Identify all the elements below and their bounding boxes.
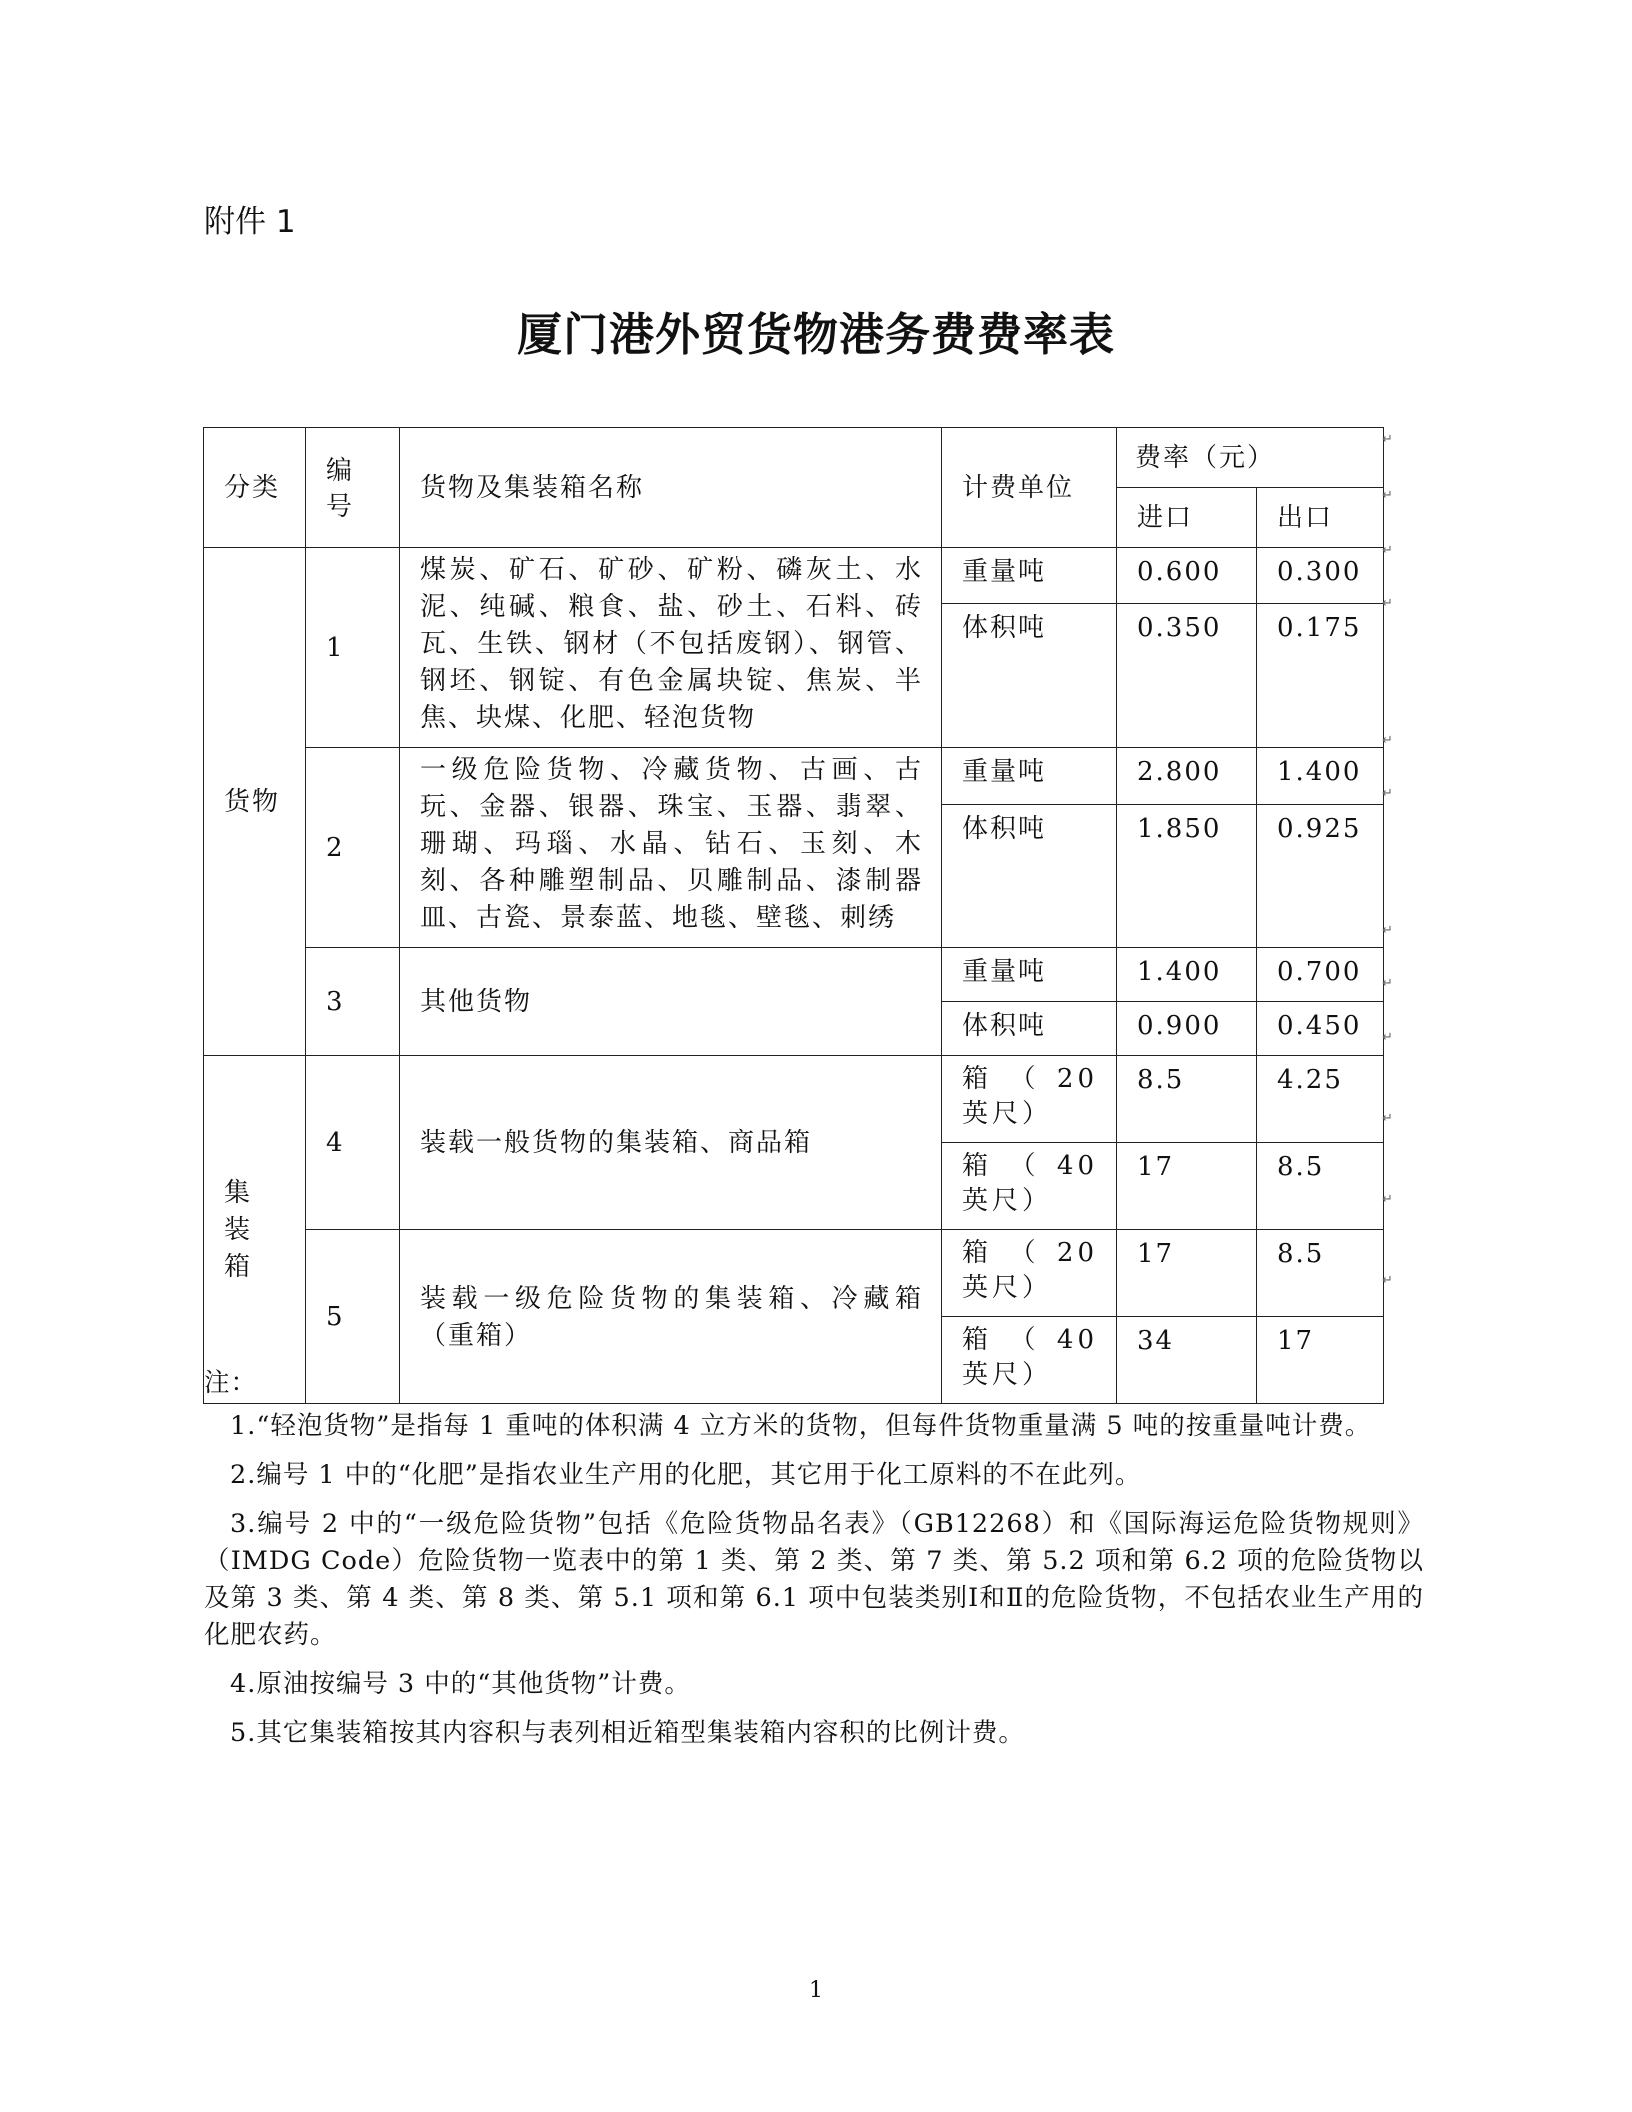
export-rate: 0.300 [1257, 548, 1384, 604]
note-item: 3.编号 2 中的“一级危险货物”包括《危险货物品名表》（GB12268）和《国际海运危险货物规则》（IMDG Code）危险货物一览表中的第 1 类、第 2 类、第 7 类、第 5.2 项和第 6.2 项的危险货物以及第 3 类、第 4 类、第 8 类、第 5.1 项和第 6.1 项中包装类别Ⅰ和Ⅱ的危险货物，不包括农业生产用的化肥农药。 [204, 1509, 1424, 1650]
paragraph-mark: ↵ [1382, 1192, 1393, 1207]
billing-unit: 体积吨 [942, 804, 1117, 947]
import-rate: 17 [1117, 1230, 1257, 1317]
export-rate: 8.5 [1257, 1230, 1384, 1317]
header-rate: 费率（元） [1117, 428, 1384, 488]
import-rate: 17 [1117, 1143, 1257, 1230]
billing-unit: 箱（20 英尺） [942, 1056, 1117, 1143]
note-item: 1.“轻泡货物”是指每 1 重吨的体积满 4 立方米的货物，但每件货物重量满 5 吨的按重量吨计费。 [230, 1411, 1372, 1441]
paragraph-mark: ↵ [1382, 733, 1393, 748]
billing-unit: 体积吨 [942, 1002, 1117, 1056]
category-cargo: 货物 [204, 548, 306, 1056]
header-category: 分类 [204, 428, 306, 548]
header-name: 货物及集装箱名称 [400, 428, 942, 548]
row-number: 3 [306, 948, 400, 1056]
paragraph-mark: ↵ [1382, 488, 1393, 503]
table-row [204, 1056, 1384, 1143]
note-item: 2.编号 1 中的“化肥”是指农业生产用的化肥，其它用于化工原料的不在此列。 [230, 1460, 1142, 1490]
paragraph-mark: ↵ [1382, 596, 1393, 611]
export-rate: 0.450 [1257, 1002, 1384, 1056]
cargo-name: 煤炭、矿石、矿砂、矿粉、磷灰土、水泥、纯碱、粮食、盐、砂土、石料、砖瓦、生铁、钢材（不包括废钢）、钢管、钢坯、钢锭、有色金属块锭、焦炭、半焦、块煤、化肥、轻泡货物 [400, 548, 942, 748]
import-rate: 1.400 [1117, 948, 1257, 1002]
header-export: 出口 [1257, 488, 1384, 548]
cargo-name: 装载一级危险货物的集装箱、冷藏箱（重箱） [400, 1230, 942, 1404]
paragraph-mark: ↵ [1382, 786, 1393, 801]
cargo-name: 其他货物 [400, 948, 942, 1056]
paragraph-mark: ↵ [1382, 1273, 1393, 1288]
notes-lead: 注： [204, 1368, 258, 1398]
import-rate: 34 [1117, 1317, 1257, 1404]
cargo-name: 装载一般货物的集装箱、商品箱 [400, 1056, 942, 1230]
billing-unit: 重量吨 [942, 948, 1117, 1002]
export-rate: 17 [1257, 1317, 1384, 1404]
export-rate: 0.700 [1257, 948, 1384, 1002]
import-rate: 0.600 [1117, 548, 1257, 604]
export-rate: 4.25 [1257, 1056, 1384, 1143]
header-import: 进口 [1117, 488, 1257, 548]
paragraph-mark: ↵ [1382, 543, 1393, 558]
paragraph-mark: ↵ [1382, 923, 1393, 938]
paragraph-mark: ↵ [1382, 1030, 1393, 1045]
category-container: 集 装 箱 [204, 1056, 306, 1404]
billing-unit: 箱（40 英尺） [942, 1317, 1117, 1404]
import-rate: 0.350 [1117, 604, 1257, 748]
header-number: 编号 [306, 428, 400, 548]
billing-unit: 重量吨 [942, 548, 1117, 604]
page-number: 1 [809, 1978, 823, 2003]
billing-unit: 箱（40 英尺） [942, 1143, 1117, 1230]
billing-unit: 箱（20 英尺） [942, 1230, 1117, 1317]
export-rate: 0.175 [1257, 604, 1384, 748]
row-number: 5 [306, 1230, 400, 1404]
row-number: 1 [306, 548, 400, 748]
note-item: 4.原油按编号 3 中的“其他货物”计费。 [230, 1669, 691, 1699]
table-row [204, 548, 1384, 604]
table-row [204, 1230, 1384, 1317]
import-rate: 8.5 [1117, 1056, 1257, 1143]
rate-table-container [203, 427, 1384, 1404]
paragraph-mark: ↵ [1382, 1111, 1393, 1126]
billing-unit: 重量吨 [942, 748, 1117, 805]
cargo-name: 一级危险货物、冷藏货物、古画、古玩、金器、银器、珠宝、玉器、翡翠、珊瑚、玛瑙、水晶、钻石、玉刻、木刻、各种雕塑制品、贝雕制品、漆制器皿、古瓷、景泰蓝、地毯、壁毯、刺绣 [400, 748, 942, 948]
row-number: 4 [306, 1056, 400, 1230]
notes-section [204, 1365, 1424, 1764]
table-row [204, 948, 1384, 1002]
attachment-label: 附件 1 [204, 204, 296, 240]
paragraph-mark: ↵ [1382, 976, 1393, 991]
rate-table [203, 427, 1384, 1404]
note-item: 5.其它集装箱按其内容积与表列相近箱型集装箱内容积的比例计费。 [230, 1718, 1025, 1748]
export-rate: 1.400 [1257, 748, 1384, 805]
export-rate: 0.925 [1257, 804, 1384, 947]
header-unit: 计费单位 [942, 428, 1117, 548]
header-row [204, 428, 1384, 488]
document-title: 厦门港外贸货物港务费费率表 [516, 308, 1115, 361]
import-rate: 1.850 [1117, 804, 1257, 947]
row-number: 2 [306, 748, 400, 948]
export-rate: 8.5 [1257, 1143, 1384, 1230]
billing-unit: 体积吨 [942, 604, 1117, 748]
import-rate: 2.800 [1117, 748, 1257, 805]
paragraph-mark: ↵ [1382, 432, 1393, 447]
import-rate: 0.900 [1117, 1002, 1257, 1056]
table-row [204, 748, 1384, 805]
